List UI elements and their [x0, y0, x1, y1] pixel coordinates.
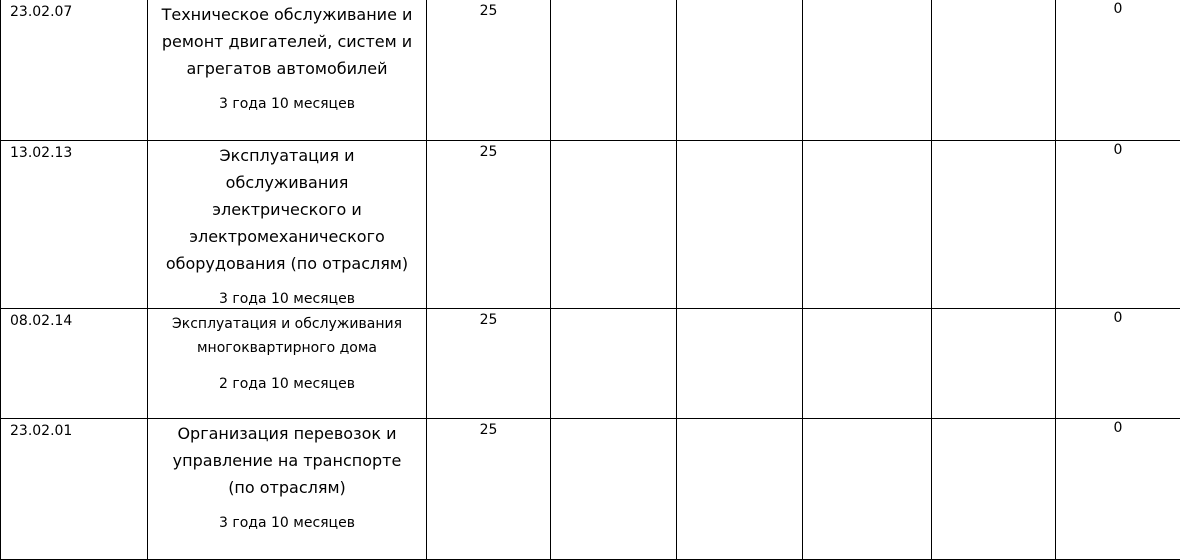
table-row — [1, 309, 1180, 419]
program-last-value: 0 — [1056, 419, 1180, 560]
program-duration: 3 года 10 месяцев — [158, 291, 416, 307]
empty-cell — [803, 419, 932, 560]
empty-cell — [551, 0, 677, 141]
program-code: 08.02.14 — [1, 309, 148, 419]
table-row — [1, 141, 1180, 309]
empty-cell — [551, 309, 677, 419]
empty-cell — [677, 419, 803, 560]
empty-cell — [932, 419, 1056, 560]
program-title: Эксплуатация и обслуживания многоквартирного дома — [158, 310, 416, 360]
empty-cell — [932, 0, 1056, 141]
program-count: 25 — [427, 309, 551, 419]
program-last-value: 0 — [1056, 309, 1180, 419]
empty-cell — [677, 309, 803, 419]
program-count: 25 — [427, 0, 551, 141]
program-name-cell — [148, 141, 427, 309]
program-name-cell — [148, 0, 427, 141]
program-duration: 3 года 10 месяцев — [158, 96, 416, 112]
empty-cell — [551, 141, 677, 309]
empty-cell — [803, 309, 932, 419]
program-code: 23.02.01 — [1, 419, 148, 560]
empty-cell — [932, 309, 1056, 419]
empty-cell — [803, 141, 932, 309]
program-name-cell — [148, 309, 427, 419]
program-duration: 3 года 10 месяцев — [158, 515, 416, 531]
program-title: Техническое обслуживание и ремонт двигателей, систем и агрегатов автомобилей — [158, 1, 416, 82]
empty-cell — [677, 0, 803, 141]
empty-cell — [803, 0, 932, 141]
table-row — [1, 419, 1180, 560]
program-title: Организация перевозок и управление на транспорте (по отраслям) — [158, 420, 416, 501]
empty-cell — [551, 419, 677, 560]
program-code: 23.02.07 — [1, 0, 148, 141]
program-name-cell — [148, 419, 427, 560]
table-row — [1, 0, 1180, 141]
program-title: Эксплуатация и обслуживания электрического и электромеханического оборудования (по отраслям) — [158, 142, 416, 277]
program-count: 25 — [427, 141, 551, 309]
program-code: 13.02.13 — [1, 141, 148, 309]
empty-cell — [677, 141, 803, 309]
program-duration: 2 года 10 месяцев — [158, 376, 416, 392]
program-count: 25 — [427, 419, 551, 560]
empty-cell — [932, 141, 1056, 309]
program-last-value: 0 — [1056, 0, 1180, 141]
program-last-value: 0 — [1056, 141, 1180, 309]
